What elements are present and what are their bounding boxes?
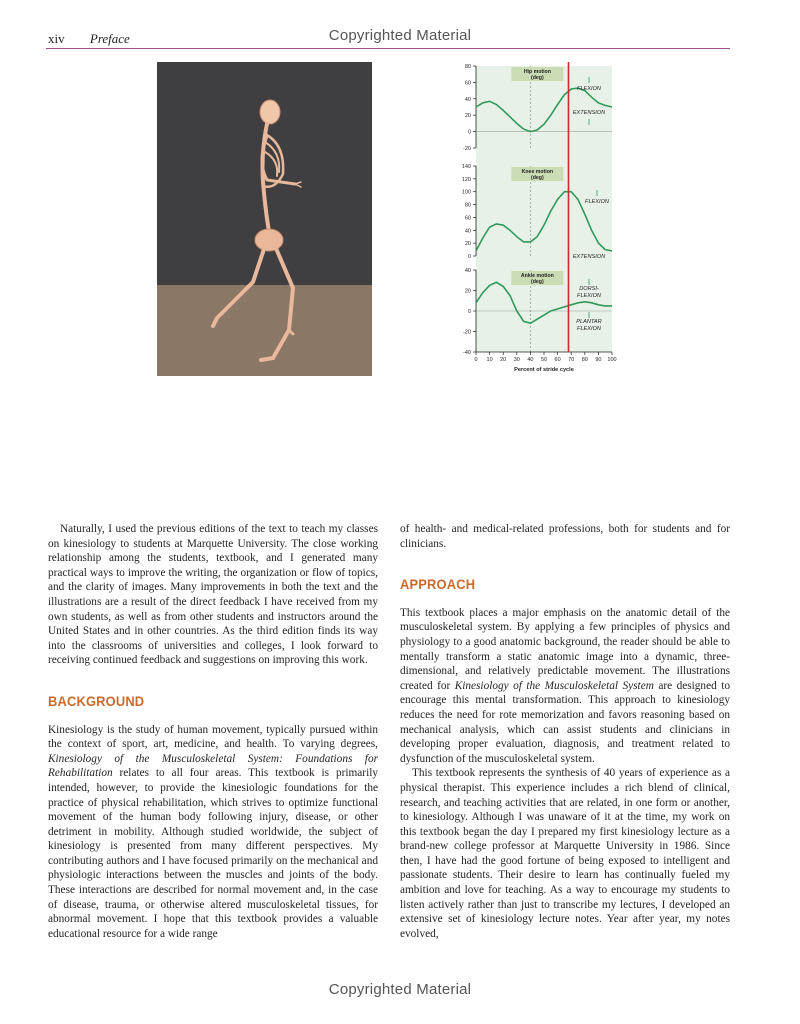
heading-approach: APPROACH bbox=[400, 576, 476, 593]
y-tick-label-2-40: 40 bbox=[464, 268, 471, 274]
label-plantarflexion: FLEXION bbox=[577, 326, 601, 332]
skeleton-running-image bbox=[157, 62, 372, 376]
book-title-short: Kinesiology of the Musculoskeletal System bbox=[454, 679, 654, 692]
x-tick-label-100: 100 bbox=[607, 357, 617, 363]
x-tick-label-10: 10 bbox=[486, 357, 493, 363]
y-tick-label-0-80: 80 bbox=[464, 64, 471, 70]
label-hip-extension: EXTENSION bbox=[572, 110, 606, 116]
watermark-bottom: Copyrighted Material bbox=[328, 981, 472, 998]
x-axis-label: Percent of stride cycle bbox=[514, 367, 574, 373]
y-tick-label-2--40: -40 bbox=[463, 350, 471, 356]
y-tick-label-0--20: -20 bbox=[463, 146, 471, 152]
x-tick-label-0: 0 bbox=[474, 357, 478, 363]
paragraph-experience: This textbook represents the synthesis of 40 years of experience as a physical therapist. This experience includes a rich blend of clinical, research, and teaching activities that are related, in one form or another, to kinesiology. Although I was unaware of it at the time, my work on this textbook began the day I prepared my first kinesiology lecture as a brand-new college professor at Marquette University in 1986. Since then, I have had the good fortune of being exposed to intelligent and passionate students. Their desire to learn has continually fueled my ambition and love for teaching. As a way to encourage my students to listen actively rather than just to transcribe my lectures, I developed an extensive set of kinesiology lecture notes. Year after year, my notes evolved, bbox=[400, 767, 730, 940]
y-tick-label-1-40: 40 bbox=[464, 228, 471, 235]
label-dorsiflexion: FLEXION bbox=[577, 293, 601, 299]
label-dorsi: DORSI- bbox=[579, 286, 599, 292]
y-tick-label-0-60: 60 bbox=[464, 80, 471, 87]
paragraph-background: Kinesiology is the study of human movement, typically pursued within the context of sport, art, medicine, and health. To varying degrees, Kinesiology of the Musculoskeletal System: Foundations for Rehabilitation relates to all four areas. This textbook is primarily intended, however, to provide the kinesiologic foundations for the practice of physical rehabilitation, which strives to optimize functional movement of the human body following injury, disease, or other detriment in mobility. Although studied worldwide, the subject of kinesiology is presented from many different perspectives. My contributing authors and I have focused primarily on the mechanical and physiologic interactions between the muscles and joints of the body. These interactions are described for normal movement and, in the case of disease, trauma, or otherwise altered musculoskeletal tissues, for abnormal movement. I hope that this textbook provides a valuable educational resource for a wide range bbox=[48, 723, 378, 940]
header-rule bbox=[46, 48, 730, 49]
panel-title-1: Knee motion bbox=[521, 169, 554, 175]
label-knee-extension: EXTENSION bbox=[572, 254, 606, 260]
x-tick-label-70: 70 bbox=[568, 357, 575, 363]
y-tick-label-0-20: 20 bbox=[464, 113, 471, 120]
panel-title-unit-1: (deg) bbox=[531, 175, 544, 181]
left-column bbox=[48, 522, 378, 941]
right-column bbox=[400, 522, 730, 941]
y-tick-label-2-20: 20 bbox=[464, 288, 471, 295]
book-title: Kinesiology of the Musculoskeletal System: Foundations for Rehabilitation bbox=[48, 752, 378, 780]
y-tick-label-0-40: 40 bbox=[464, 96, 471, 103]
y-tick-label-1-80: 80 bbox=[464, 202, 471, 209]
watermark-top: Copyrighted Material bbox=[328, 27, 472, 44]
y-tick-label-1-0: 0 bbox=[467, 254, 471, 260]
paragraph-intro: Naturally, I used the previous editions of the text to teach my classes on kinesiology to students at Marquette University. The close working relationship among the students, textbook, and I generated many practical ways to improve the writing, the organization or flow of topics, and the clarity of images. Many improvements in both the text and the illustrations are a result of the direct feedback I have received from my own students, as well as from other students and instructors around the United States and in other countries. As the third edition finds its way into the classrooms of universities and colleges, I look forward to receiving continued feedback and suggestions on improving this work. bbox=[48, 523, 378, 667]
y-tick-label-1-60: 60 bbox=[464, 215, 471, 222]
y-tick-label-1-120: 120 bbox=[461, 176, 471, 183]
skeleton-figure bbox=[157, 62, 372, 376]
page-number: xiv bbox=[48, 31, 65, 46]
x-tick-label-50: 50 bbox=[540, 357, 548, 363]
chart-background bbox=[476, 66, 612, 352]
section-title: Preface bbox=[89, 31, 130, 46]
label-hip-flexion: FLEXION bbox=[577, 86, 601, 92]
heading-background: BACKGROUND bbox=[48, 692, 145, 709]
y-tick-label-1-20: 20 bbox=[464, 241, 471, 248]
y-tick-label-0-0: 0 bbox=[467, 129, 471, 136]
label-plantar: PLANTAR bbox=[576, 319, 602, 325]
x-tick-label-20: 20 bbox=[500, 357, 507, 363]
y-tick-label-2-0: 0 bbox=[467, 309, 471, 315]
paragraph-approach: This textbook places a major emphasis on the anatomic detail of the musculoskeletal system. By applying a few principles of physics and physiology to a good anatomic background, the reader should be able to mentally transform a static anatomic image into a dynamic, three-dimensional, and relatively predictable movement. The illustrations created for Kinesiology of the Musculoskeletal System are designed to encourage this mental transformation. This approach to kinesiology reduces the need for rote memorization and favors reasoning based on mechanical analysis, which can assist students and clinicians in developing proper evaluation, diagnosis, and treatment related to dysfunction of the musculoskeletal system. bbox=[400, 606, 730, 765]
x-tick-label-90: 90 bbox=[595, 357, 602, 363]
panel-title-unit-0: (deg) bbox=[531, 75, 544, 81]
paragraph-continued: of health- and medical-related professions, both for students and for clinicians. bbox=[400, 523, 730, 550]
x-tick-label-60: 60 bbox=[554, 357, 561, 363]
x-tick-label-40: 40 bbox=[527, 357, 534, 363]
x-tick-label-80: 80 bbox=[581, 357, 588, 363]
y-tick-label-2--20: -20 bbox=[463, 329, 471, 336]
panel-title-unit-2: (deg) bbox=[531, 279, 544, 285]
x-tick-label-30: 30 bbox=[513, 357, 520, 363]
label-knee-flexion: FLEXION bbox=[585, 199, 609, 205]
y-tick-label-1-100: 100 bbox=[461, 189, 471, 196]
y-tick-label-1-140: 140 bbox=[461, 164, 471, 170]
gait-motion-chart bbox=[452, 60, 624, 378]
panel-title-2: Ankle motion bbox=[520, 273, 554, 279]
panel-title-0: Hip motion bbox=[523, 69, 551, 75]
